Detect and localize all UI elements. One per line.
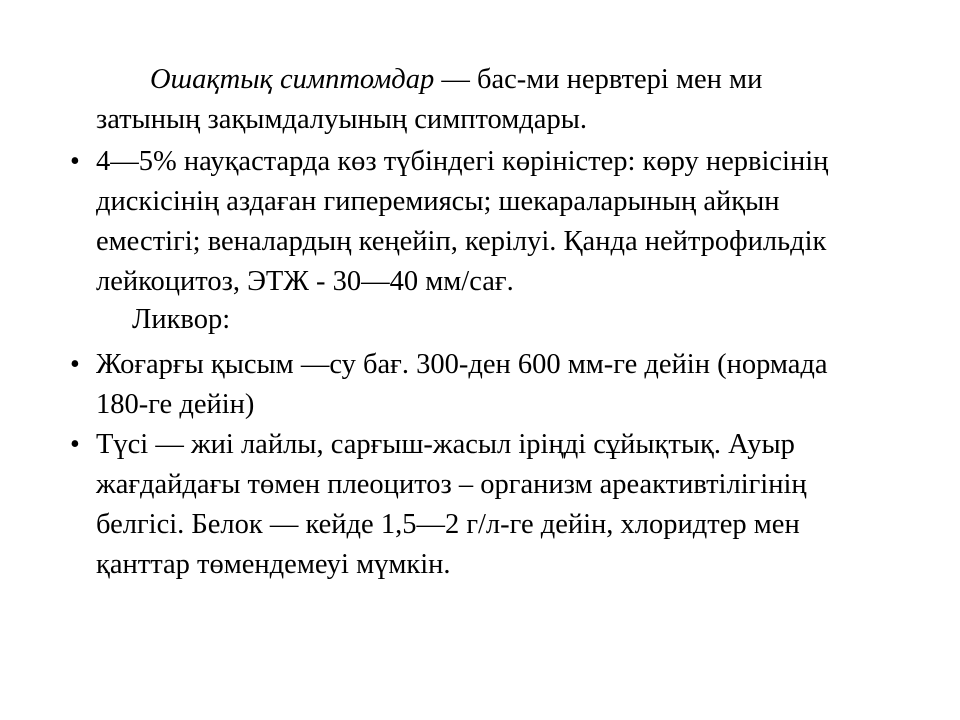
bullet-dot-1: •: [70, 146, 80, 177]
bullet-2-paragraph: [96, 345, 926, 425]
bullet-3-line-1: Түсі — жиі лайлы, сарғыш-жасыл іріңді сұйықтық. Ауыр: [96, 429, 795, 460]
bullet-dot-2: •: [70, 349, 80, 380]
bullet-1-line-1: 4—5% науқастарда көз түбіндегі көріністер: көру нервісінің: [96, 146, 829, 177]
bullet-1-paragraph: [96, 142, 926, 302]
bullet-dot-3: •: [70, 429, 80, 460]
intro-italic-term: Ошақтық симптомдар: [150, 64, 435, 95]
bullet-3-line-3: белгісі. Белок — кейде 1,5—2 г/л-ге дейін, хлоридтер мен: [96, 509, 800, 540]
bullet-3-paragraph: [96, 425, 926, 585]
bullet-2-line-1: Жоғарғы қысым —су бағ. 300-ден 600 мм-ге дейін (нормада: [96, 349, 828, 380]
intro-line-1: [96, 60, 926, 100]
liquor-label: Ликвор:: [132, 304, 231, 335]
intro-line-1-rest: — бас-ми нервтері мен ми: [434, 64, 763, 95]
bullet-1-line-2: дискісінің аздаған гиперемиясы; шекараларының айқын: [96, 186, 780, 217]
intro-line-2: затының зақымдалуының симптомдары.: [96, 104, 587, 135]
bullet-1-line-4: лейкоцитоз, ЭТЖ - 30—40 мм/сағ.: [96, 266, 514, 297]
bullet-3-line-4: қанттар төмендемеуі мүмкін.: [96, 549, 451, 580]
intro-paragraph: [96, 60, 926, 140]
bullet-2-line-2: 180-ге дейін): [96, 389, 255, 420]
bullet-3-line-2: жағдайдағы төмен плеоцитоз – организм ареактивтілігінің: [96, 469, 807, 500]
bullet-1-line-3: еместігі; веналардың кеңейіп, керілуі. Қанда нейтрофильдік: [96, 226, 827, 257]
liquor-paragraph: [96, 300, 926, 340]
